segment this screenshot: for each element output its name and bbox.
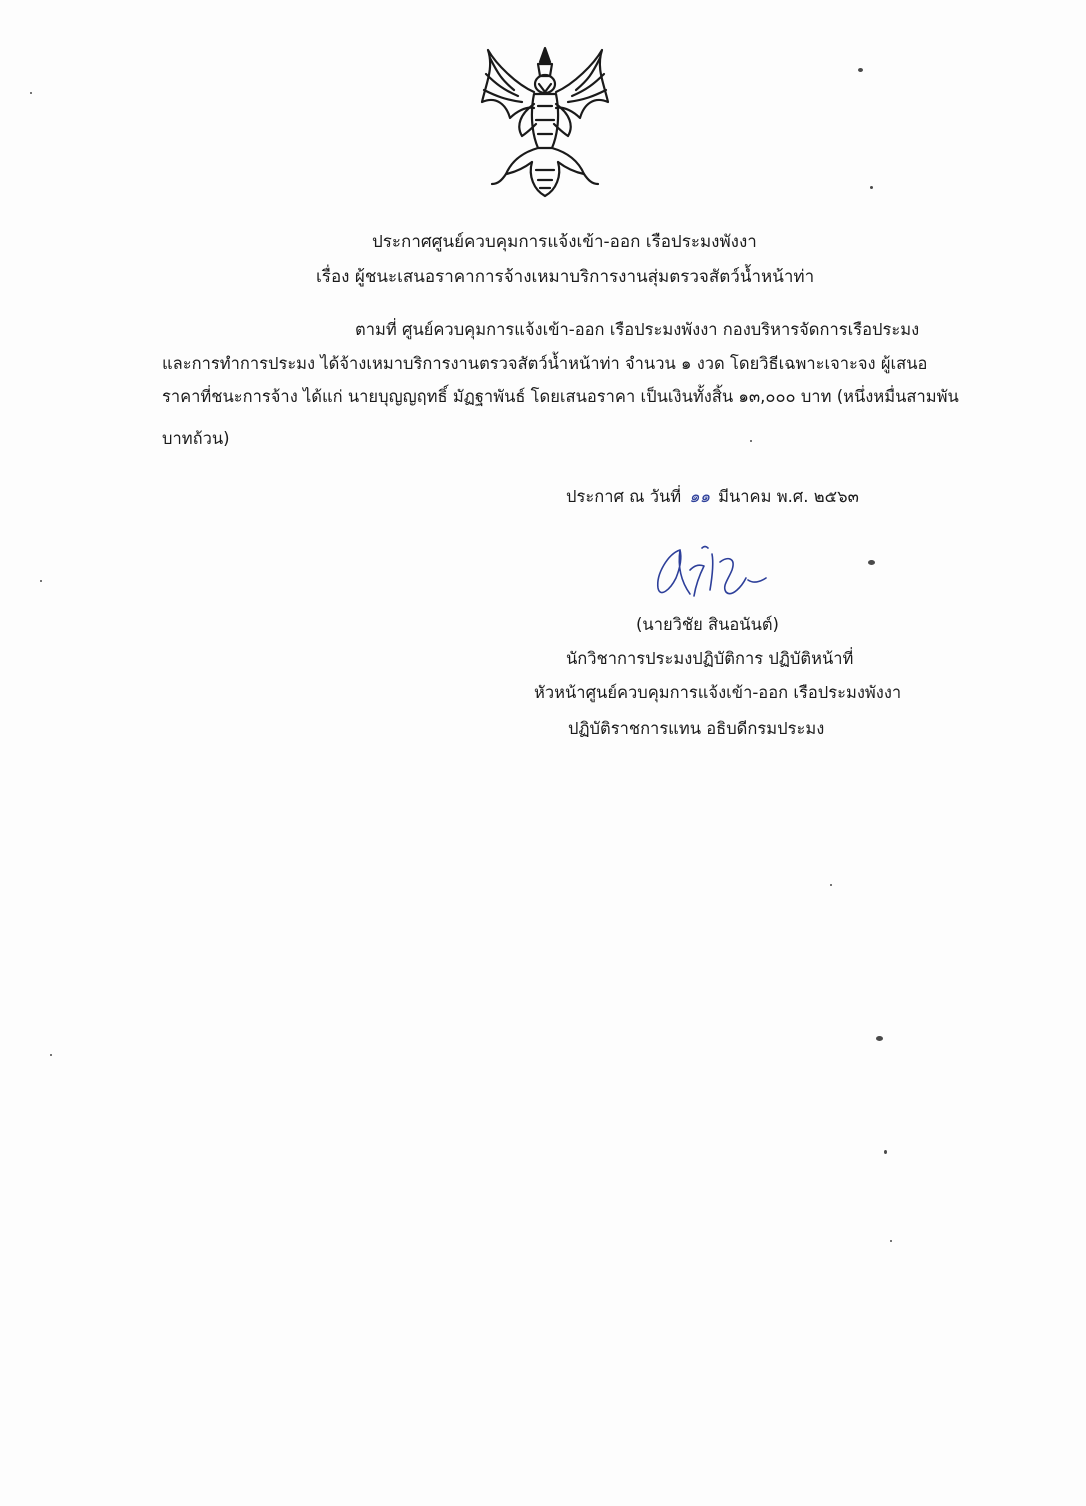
scan-speck — [858, 68, 863, 72]
date-day-handwritten: ๑๑ — [689, 487, 711, 506]
scan-speck — [40, 580, 42, 582]
signatory-name: (นายวิชัย สินอนันต์) — [636, 615, 779, 634]
scan-speck — [870, 186, 873, 189]
body-line-2: และการทำการประมง ได้จ้างเหมาบริการงานตรวจสัตว์น้ำหน้าท่า จำนวน ๑ งวด โดยวิธีเฉพาะเจาะจง ผู้เสนอ — [162, 354, 928, 373]
body-line-1: ตามที่ ศูนย์ควบคุมการแจ้งเข้า-ออก เรือประมงพังงา กองบริหารจัดการเรือประมง — [355, 320, 920, 339]
announcement-title: ประกาศศูนย์ควบคุมการแจ้งเข้า-ออก เรือประมงพังงา — [372, 232, 757, 252]
body-line-4: บาทถ้วน) — [162, 429, 230, 448]
scan-speck — [30, 92, 32, 94]
body-line-3: ราคาที่ชนะการจ้าง ได้แก่ นายบุญญฤทธิ์ มัฏฐาพันธ์ โดยเสนอราคา เป็นเงินทั้งสิ้น ๑๓,๐๐๐ บาท (หนึ่งหมื่นสามพัน — [162, 387, 959, 406]
date-prefix: ประกาศ ณ วันที่ — [566, 487, 682, 506]
signatory-position-3: ปฏิบัติราชการแทน อธิบดีกรมประมง — [568, 719, 825, 738]
announcement-subject: เรื่อง ผู้ชนะเสนอราคาการจ้างเหมาบริการงานสุ่มตรวจสัตว์น้ำหน้าท่า — [316, 267, 815, 287]
scan-speck — [830, 884, 832, 886]
scan-speck — [890, 1240, 892, 1242]
announcement-date — [566, 484, 859, 510]
handwritten-signature-icon — [650, 540, 770, 606]
scan-speck — [884, 1150, 887, 1154]
scan-speck — [50, 1054, 52, 1056]
scan-speck — [868, 560, 875, 565]
signatory-position-2: หัวหน้าศูนย์ควบคุมการแจ้งเข้า-ออก เรือประมงพังงา — [534, 683, 902, 702]
date-suffix: มีนาคม พ.ศ. ๒๕๖๓ — [718, 487, 859, 506]
scan-speck — [876, 1036, 883, 1041]
garuda-emblem-icon — [476, 44, 614, 200]
signatory-position-1: นักวิชาการประมงปฏิบัติการ ปฏิบัติหน้าที่ — [566, 649, 854, 668]
scan-speck — [750, 440, 752, 442]
